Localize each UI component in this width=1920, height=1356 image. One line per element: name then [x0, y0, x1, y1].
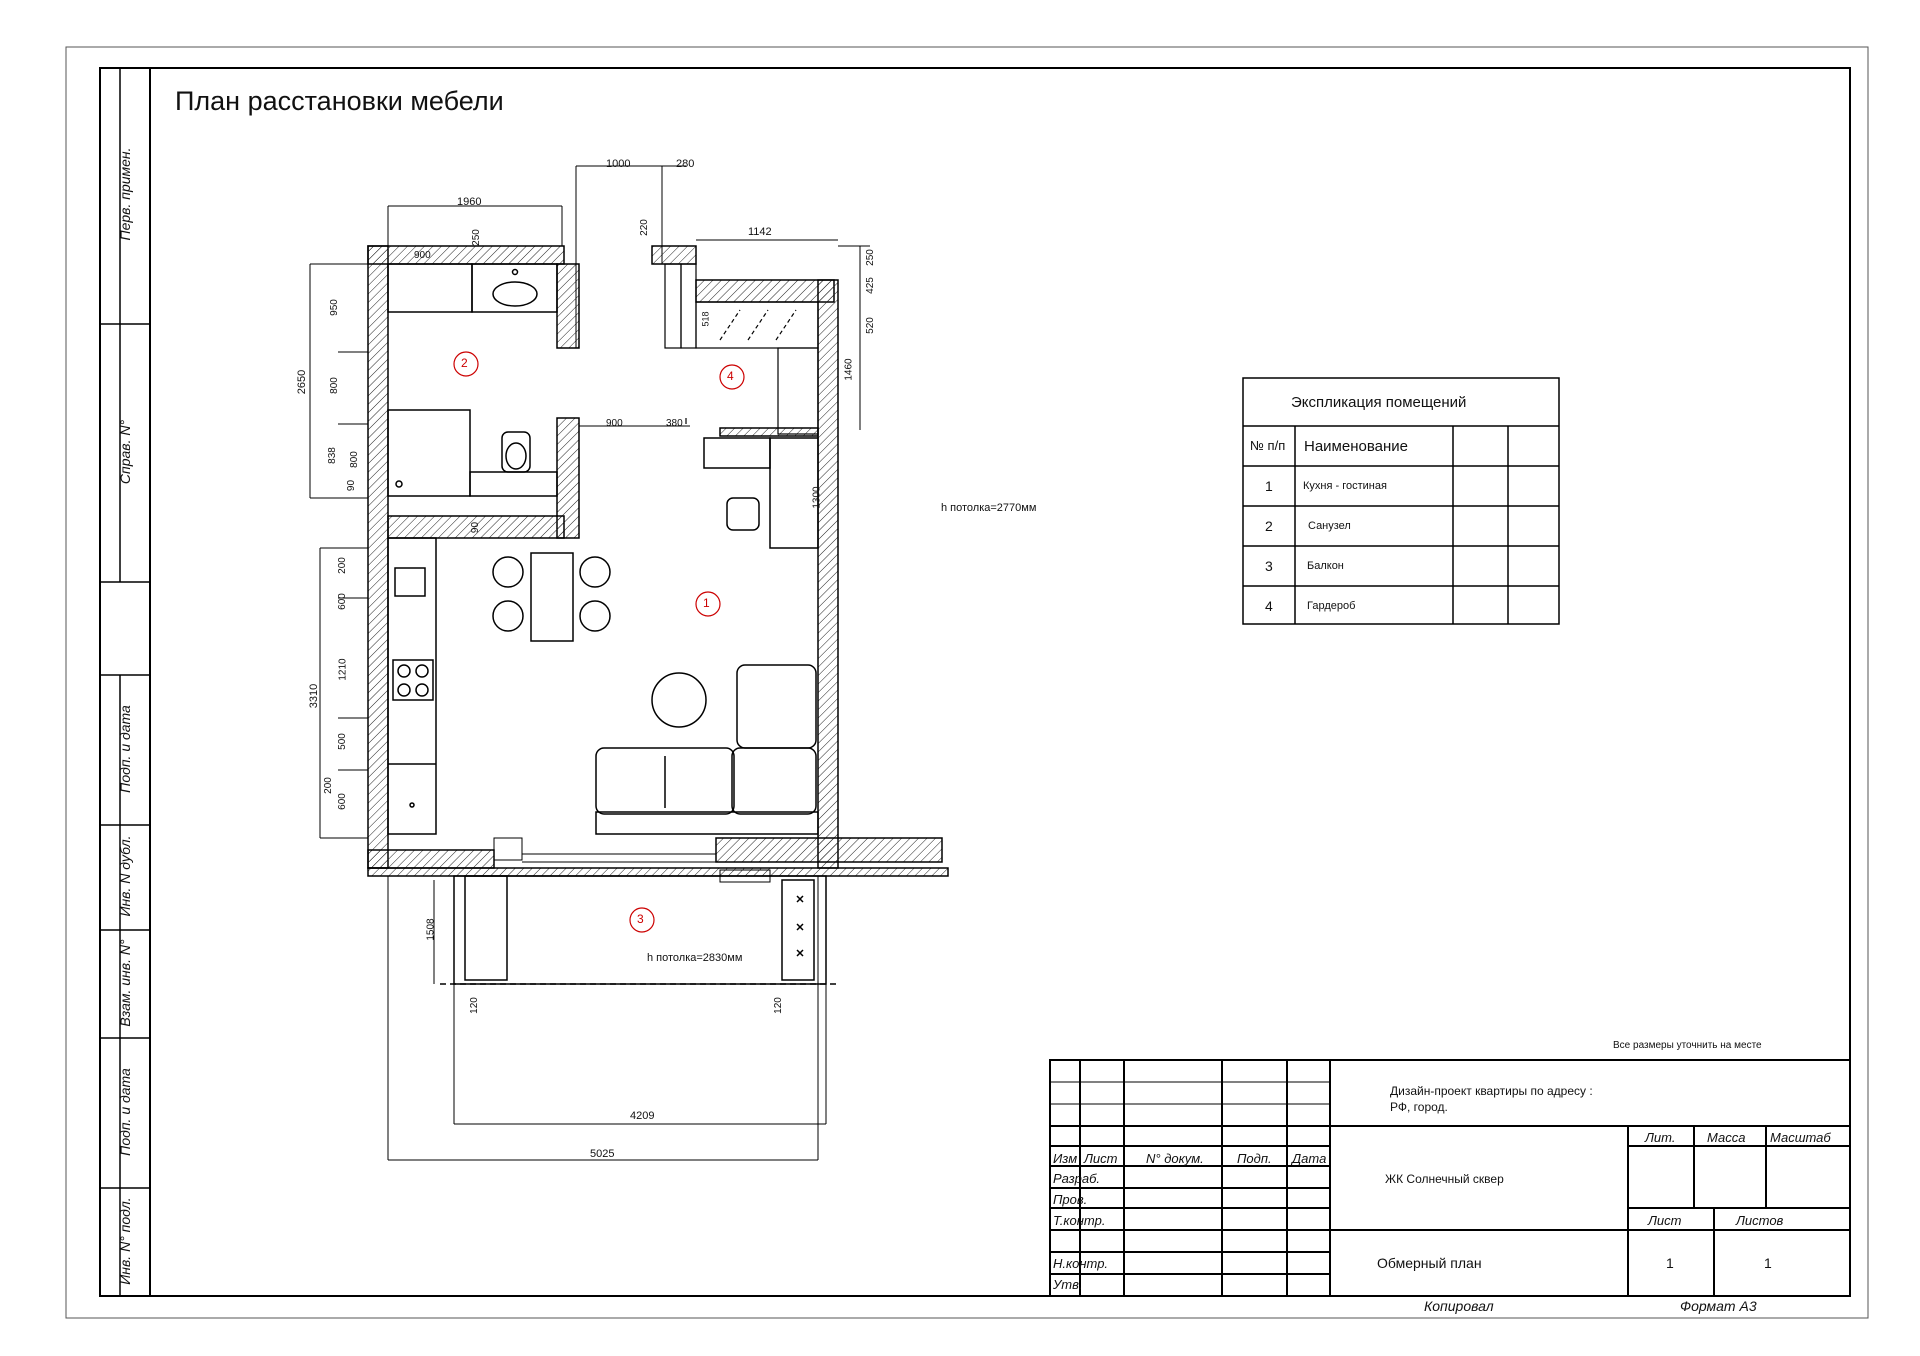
explication-table [1243, 378, 1559, 624]
stamp-podp-data-1: Подп. и дата [117, 705, 133, 793]
sheet-name: Обмерный план [1377, 1255, 1482, 1271]
ceiling-height-main: h потолка=2770мм [941, 502, 1037, 514]
tb-list: Лист [1648, 1213, 1682, 1228]
dim-200b: 200 [322, 777, 334, 794]
dimensions-note: Все размеры уточнить на месте [1613, 1040, 1762, 1051]
explication-row-num: 2 [1265, 518, 1273, 534]
stamp-vzam-inv: Взам. инв. N° [117, 939, 133, 1027]
tb-lit: Лит. [1645, 1130, 1676, 1145]
explication-row-name: Кухня - гостиная [1303, 480, 1387, 492]
project-address: РФ, город. [1390, 1100, 1448, 1114]
dim-2650: 2650 [296, 369, 309, 395]
dimension-lines [310, 166, 870, 1160]
stamp-sprav-n: Справ. N° [117, 419, 133, 485]
dim-250b: 250 [864, 249, 876, 266]
room-marker-1: 1 [703, 596, 710, 610]
room-marker-4: 4 [727, 369, 734, 383]
dim-600a: 600 [336, 593, 348, 610]
dim-518: 518 [700, 311, 711, 327]
walls [368, 246, 948, 876]
explication-col-num: № п/п [1250, 438, 1286, 453]
dim-280: 280 [676, 158, 695, 170]
stamp-podp-data-2: Подп. и дата [117, 1068, 133, 1156]
tb-kopiroval: Копировал [1424, 1298, 1494, 1314]
tb-h-podp: Подп. [1237, 1151, 1272, 1166]
dim-1960: 1960 [457, 196, 482, 208]
dim-120a: 120 [468, 997, 480, 1014]
explication-row-num: 4 [1265, 598, 1273, 614]
tb-utv: Утв. [1053, 1277, 1083, 1292]
tb-razrab: Разраб. [1053, 1171, 1101, 1186]
dim-1300: 1300 [811, 486, 823, 509]
room-marker-2: 2 [461, 356, 468, 370]
dim-1142: 1142 [748, 226, 772, 238]
dim-838: 838 [326, 447, 338, 464]
dim-500: 500 [336, 733, 348, 750]
dim-900a: 900 [414, 250, 431, 261]
dim-950: 950 [328, 299, 340, 316]
dim-800a: 800 [328, 377, 340, 394]
bathroom-furniture [388, 264, 557, 496]
dim-800b: 800 [348, 451, 360, 468]
dim-1210: 1210 [337, 658, 349, 681]
dim-1508: 1508 [425, 918, 437, 941]
dim-90b: 90 [470, 521, 482, 534]
tb-h-date: Дата [1292, 1151, 1327, 1166]
project-caption: Дизайн-проект квартиры по адресу : [1390, 1084, 1593, 1098]
explication-row-name: Санузел [1308, 520, 1351, 532]
dim-600b: 600 [336, 793, 348, 810]
dim-1460: 1460 [843, 358, 855, 381]
dim-5025: 5025 [590, 1148, 615, 1160]
ceiling-height-balcony: h потолка=2830мм [647, 952, 743, 964]
dim-120b: 120 [772, 997, 784, 1014]
stamp-perv-primen: Перв. примен. [117, 147, 133, 241]
tb-nkontr: Н.контр. [1053, 1256, 1109, 1271]
tb-h-izm: Изм [1053, 1151, 1078, 1166]
kitchen-living-furniture [388, 438, 818, 834]
explication-col-name: Наименование [1304, 438, 1408, 455]
tb-format: Формат А3 [1680, 1298, 1757, 1314]
tb-masshtab: Масштаб [1770, 1130, 1831, 1145]
stamp-inv-podl: Инв. N° подл. [117, 1197, 133, 1285]
explication-title: Экспликация помещений [1291, 394, 1467, 411]
room-marker-3: 3 [637, 912, 644, 926]
dim-4209: 4209 [630, 1110, 655, 1122]
explication-row-name: Балкон [1307, 560, 1344, 572]
explication-row-name: Гардероб [1307, 600, 1356, 612]
tb-tkontr: Т.контр. [1053, 1213, 1106, 1228]
dim-3310: 3310 [308, 683, 321, 709]
tb-massa: Масса [1707, 1130, 1746, 1145]
explication-row-num: 1 [1265, 478, 1273, 494]
dim-200a: 200 [336, 557, 348, 574]
tb-h-doc: N° докум. [1146, 1151, 1204, 1166]
tb-listov: Листов [1736, 1213, 1784, 1228]
tb-h-list: Лист [1084, 1151, 1118, 1166]
tb-prov: Пров. [1053, 1192, 1088, 1207]
dim-425: 425 [864, 277, 876, 294]
sheet-border [66, 47, 1868, 1318]
drawing-title: План расстановки мебели [175, 86, 504, 116]
dim-220: 220 [638, 219, 650, 236]
dim-250a: 250 [470, 229, 482, 246]
dim-90a: 90 [346, 479, 358, 492]
dim-380: 380 [666, 418, 683, 429]
balcony-crosses [797, 896, 803, 956]
complex-name: ЖК Солнечный сквер [1385, 1172, 1504, 1186]
stamp-inv-dubl: Инв. N дубл. [117, 835, 133, 917]
dim-1000: 1000 [606, 158, 631, 170]
tb-list-value: 1 [1666, 1255, 1674, 1271]
dim-900b: 900 [606, 418, 623, 429]
room-marker-circles [454, 352, 744, 932]
dim-520: 520 [864, 317, 876, 334]
tb-listov-value: 1 [1764, 1255, 1772, 1271]
balcony [440, 876, 838, 984]
explication-row-num: 3 [1265, 558, 1273, 574]
